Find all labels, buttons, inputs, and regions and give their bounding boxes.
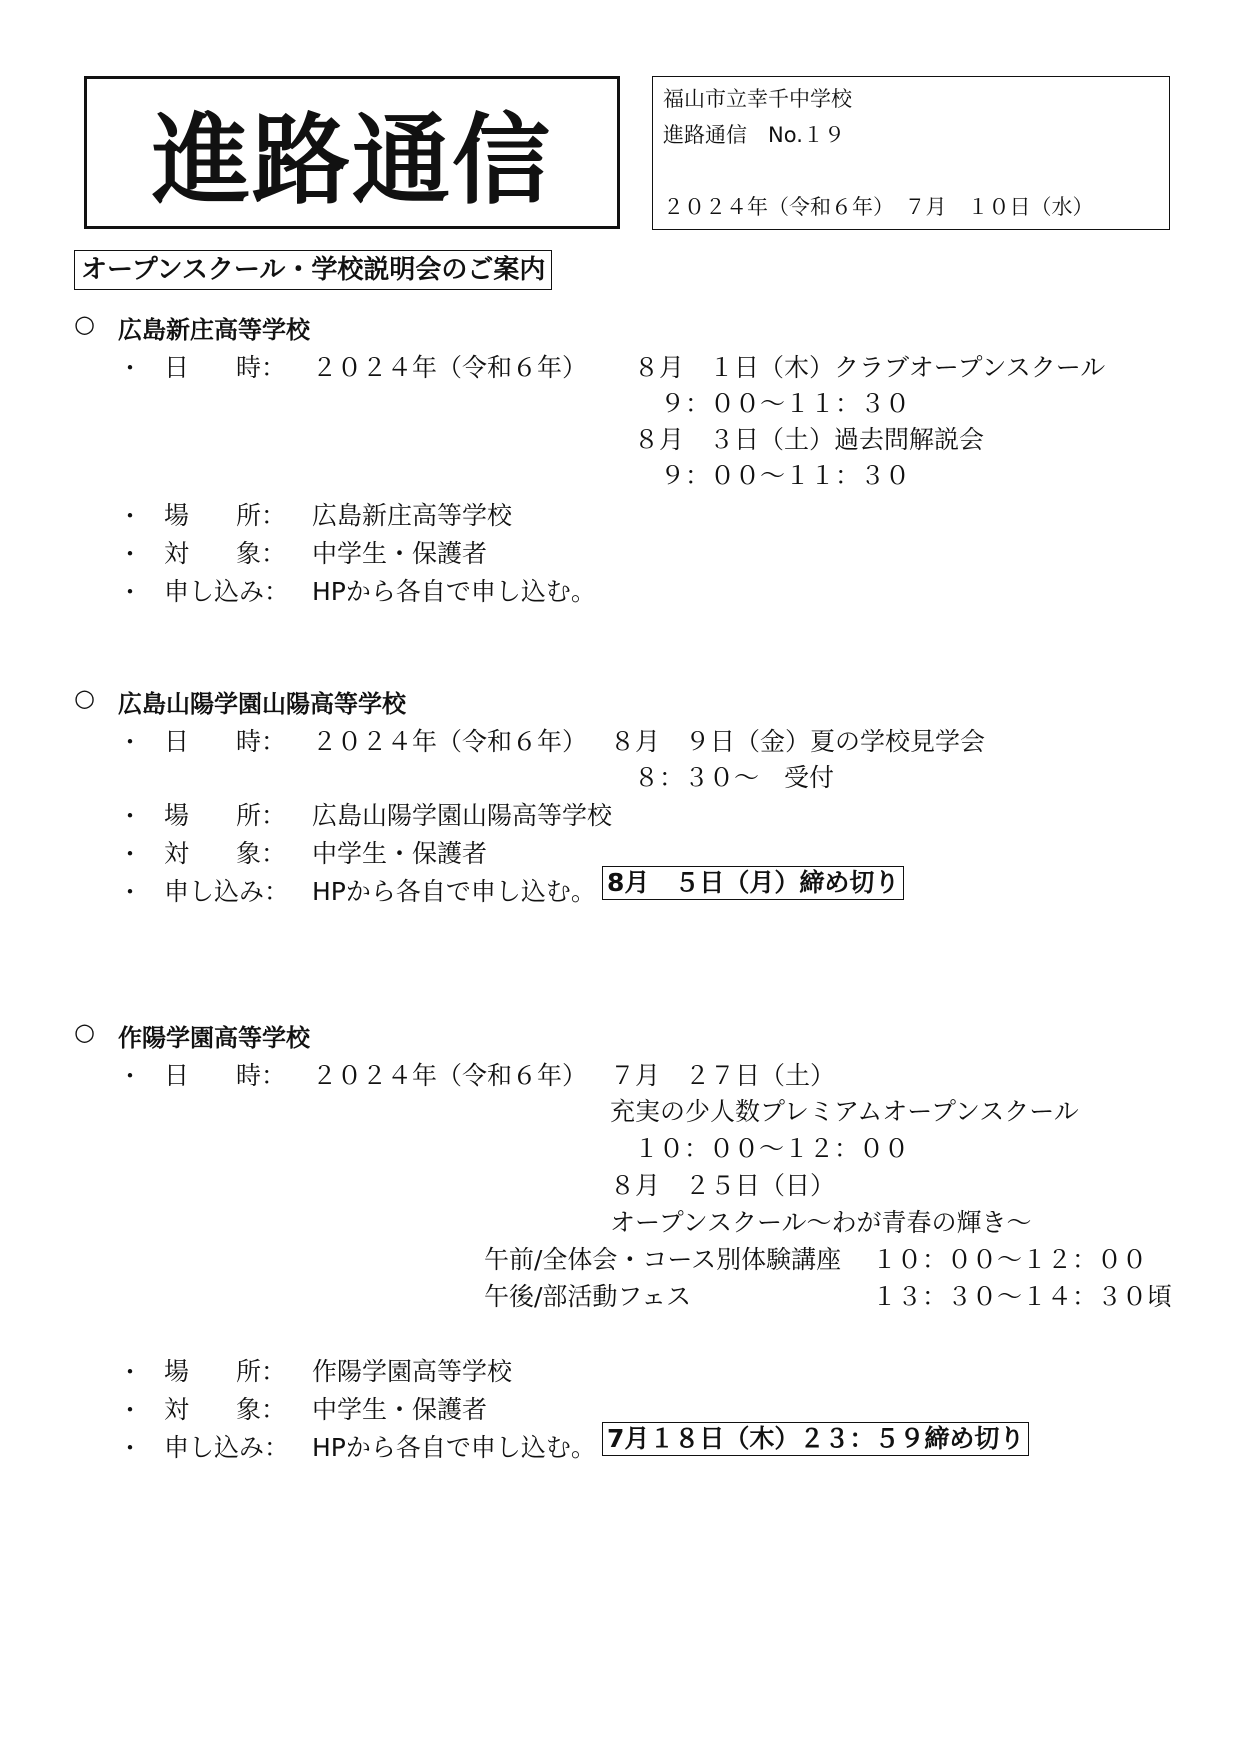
bullet: ・	[118, 728, 142, 756]
bullet: ・	[118, 1434, 142, 1462]
schedule-line: ８月 １日（木）クラブオープンスクール	[634, 353, 1106, 382]
bullet: ・	[118, 502, 142, 530]
school-name: 福山市立幸千中学校	[663, 87, 852, 111]
label-target-a: 対	[164, 839, 190, 868]
place-value: 作陽学園高等学校	[312, 1357, 513, 1386]
schedule-line: ９：００～１１：３０	[660, 461, 911, 490]
label-date-b: 時：	[236, 1061, 287, 1090]
label-target-a: 対	[164, 1395, 190, 1424]
schedule-line: ８月 ９日（金）夏の学校見学会	[610, 727, 986, 756]
event-year: ２０２４年（令和６年）	[312, 353, 588, 382]
apply-value: HPから各自で申し込む。	[312, 877, 596, 906]
deadline-box: 7月１８日（木）２３：５９締め切り	[602, 1422, 1029, 1456]
bullet: ・	[118, 1358, 142, 1386]
bullet: ・	[118, 840, 142, 868]
schedule-line: 午後/部活動フェス	[484, 1282, 692, 1311]
label-place-b: 所：	[236, 801, 287, 830]
bullet: ・	[118, 802, 142, 830]
apply-value: HPから各自で申し込む。	[312, 1433, 596, 1462]
school-heading: 作陽学園高等学校	[118, 1024, 310, 1052]
schedule-line: ８：３０～ 受付	[634, 763, 835, 792]
label-target-a: 対	[164, 539, 190, 568]
circle-marker: ○	[74, 684, 95, 712]
circle-marker: ○	[74, 1018, 95, 1046]
school-heading: 広島山陽学園山陽高等学校	[118, 690, 406, 718]
school-heading: 広島新庄高等学校	[118, 316, 310, 344]
schedule-line: ９：００～１１：３０	[660, 389, 911, 418]
label-date-a: 日	[164, 727, 190, 756]
page-title: 進路通信	[151, 104, 552, 218]
bullet: ・	[118, 354, 142, 382]
target-value: 中学生・保護者	[312, 539, 488, 568]
label-place-b: 所：	[236, 501, 287, 530]
schedule-line: 充実の少人数プレミアムオープンスクール	[610, 1097, 1079, 1126]
event-year: ２０２４年（令和６年）	[312, 727, 588, 756]
section-title: オープンスクール・学校説明会のご案内	[74, 250, 552, 290]
target-value: 中学生・保護者	[312, 1395, 488, 1424]
deadline-box: 8月 ５日（月）締め切り	[602, 866, 904, 900]
label-target-b: 象：	[236, 839, 287, 868]
issue-date: ２０２４年（令和６年） ７月 １０日（水）	[663, 195, 1094, 219]
label-date-a: 日	[164, 1061, 190, 1090]
label-date-a: 日	[164, 353, 190, 382]
schedule-time: １０：００～１２：００	[872, 1245, 1148, 1274]
issue-number: 進路通信 No.１９	[663, 123, 845, 147]
title-box	[84, 76, 620, 229]
place-value: 広島新庄高等学校	[312, 501, 513, 530]
label-place-a: 場	[164, 501, 190, 530]
schedule-line: ８月 ３日（土）過去問解説会	[634, 425, 985, 454]
label-target-b: 象：	[236, 1395, 287, 1424]
label-target-b: 象：	[236, 539, 287, 568]
issue-info-box	[652, 76, 1170, 230]
event-year: ２０２４年（令和６年）	[312, 1061, 588, 1090]
label-apply: 申し込み：	[164, 877, 290, 906]
bullet: ・	[118, 540, 142, 568]
label-apply: 申し込み：	[164, 1433, 290, 1462]
place-value: 広島山陽学園山陽高等学校	[312, 801, 613, 830]
label-date-b: 時：	[236, 727, 287, 756]
label-place-a: 場	[164, 801, 190, 830]
schedule-line: ７月 ２７日（土）	[610, 1061, 836, 1090]
bullet: ・	[118, 1062, 142, 1090]
label-place-b: 所：	[236, 1357, 287, 1386]
bullet: ・	[118, 578, 142, 606]
circle-marker: ○	[74, 310, 95, 338]
bullet: ・	[118, 1396, 142, 1424]
schedule-line: ８月 ２５日（日）	[610, 1171, 836, 1200]
apply-value: HPから各自で申し込む。	[312, 577, 596, 606]
label-place-a: 場	[164, 1357, 190, 1386]
label-date-b: 時：	[236, 353, 287, 382]
bullet: ・	[118, 878, 142, 906]
schedule-line: オープンスクール～わが青春の輝き～	[610, 1208, 1032, 1237]
schedule-line: １０：００～１２：００	[634, 1134, 910, 1163]
target-value: 中学生・保護者	[312, 839, 488, 868]
schedule-time: １３：３０～１４：３０頃	[872, 1282, 1173, 1311]
label-apply: 申し込み：	[164, 577, 290, 606]
schedule-line: 午前/全体会・コース別体験講座	[484, 1245, 842, 1274]
